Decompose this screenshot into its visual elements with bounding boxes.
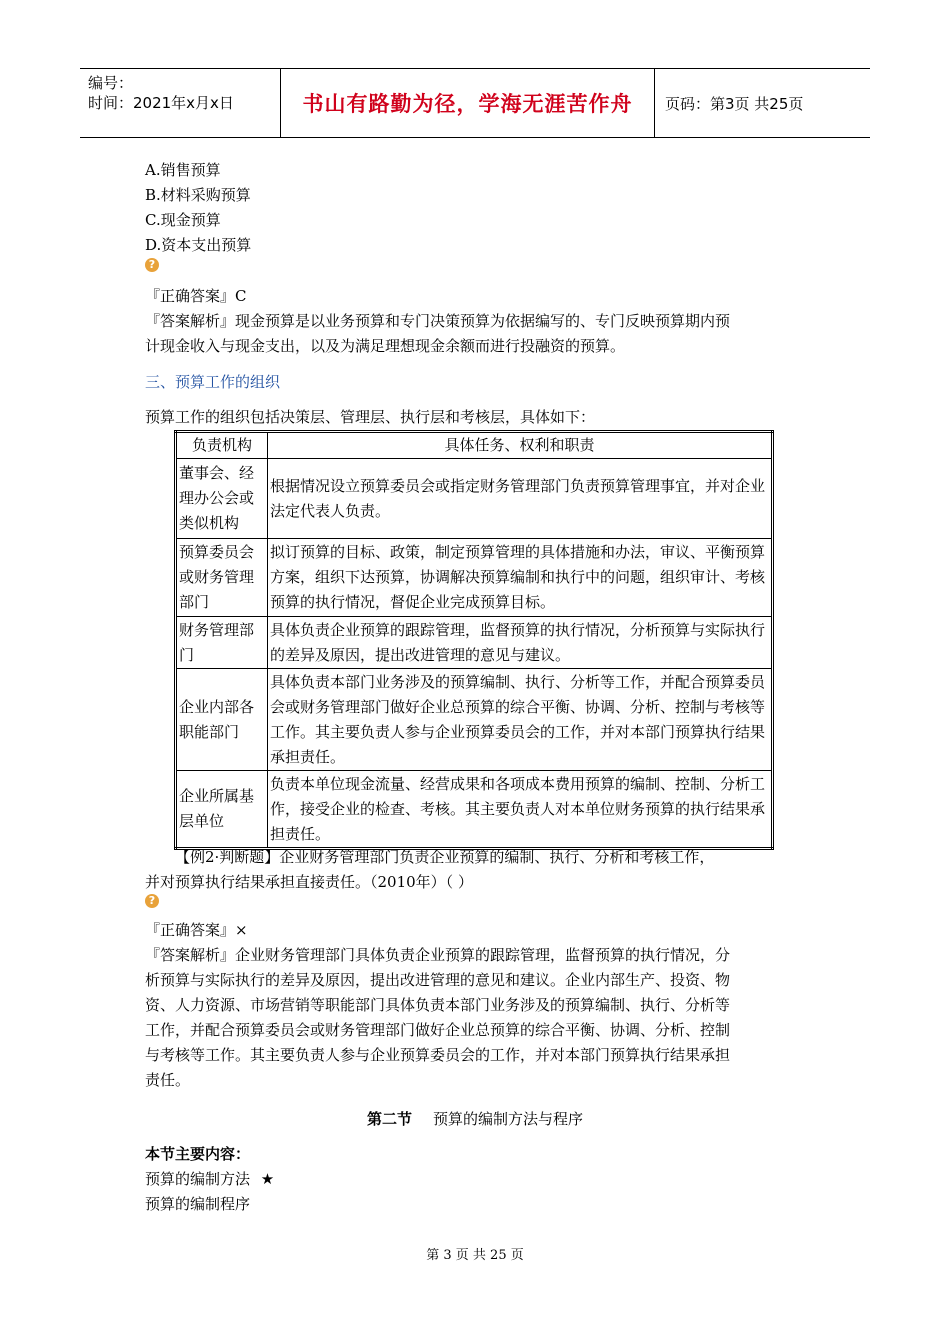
table-row bbox=[176, 539, 773, 617]
table-cell-org: 预算委员会或财务管理部门 bbox=[176, 539, 268, 617]
main-content-label: 本节主要内容： bbox=[145, 1145, 251, 1163]
table-cell-duty: 根据情况设立预算委员会或指定财务管理部门负责预算管理事宜，并对企业法定代表人负责。 bbox=[268, 459, 773, 539]
time-label: 时间：2021年x月x日 bbox=[88, 94, 234, 112]
number-label: 编号： bbox=[88, 74, 134, 92]
table-row bbox=[176, 771, 773, 849]
table-header-org: 负责机构 bbox=[176, 432, 268, 459]
table-cell-duty: 具体负责企业预算的跟踪管理，监督预算的执行情况，分析预算与实际执行的差异及原因，提出改进管理的意见与建议。 bbox=[268, 617, 773, 669]
table-cell-duty: 负责本单位现金流量、经营成果和各项成本费用预算的编制、控制、分析工作，接受企业的检查、考核。其主要负责人对本单位财务预算的执行结果承担责任。 bbox=[268, 771, 773, 849]
option-d: D.资本支出预算 bbox=[145, 236, 252, 254]
q2-analysis-line: 工作，并配合预算委员会或财务管理部门做好企业总预算的综合平衡、协调、分析、控制 bbox=[145, 1021, 731, 1039]
header-page-label: 页码：第3页 共25页 bbox=[665, 94, 804, 113]
option-c: C.现金预算 bbox=[145, 211, 221, 229]
star-icon: ★ bbox=[260, 1170, 275, 1188]
q2-analysis-line: 析预算与实际执行的差异及原因，提出改进管理的意见和建议。企业内部生产、投资、物 bbox=[145, 971, 731, 989]
header-meta bbox=[80, 69, 281, 137]
q2-analysis-line: 『答案解析』企业财务管理部门具体负责企业预算的跟踪管理，监督预算的执行情况，分 bbox=[145, 946, 731, 964]
page-footer: 第 3 页 共 25 页 bbox=[426, 1248, 524, 1263]
q2-analysis-line: 与考核等工作。其主要负责人参与企业预算委员会的工作，并对本部门预算执行结果承担 bbox=[145, 1046, 731, 1064]
q2-analysis-line: 责任。 bbox=[145, 1071, 191, 1089]
table-row bbox=[176, 459, 773, 539]
section-intro: 预算工作的组织包括决策层、管理层、执行层和考核层，具体如下： bbox=[145, 408, 596, 426]
section-title: 三、预算工作的组织 bbox=[145, 373, 281, 391]
section-heading-number: 第二节 bbox=[366, 1110, 412, 1128]
table-cell-org: 董事会、经理办公会或类似机构 bbox=[176, 459, 268, 539]
q2-analysis-line: 资、人力资源、市场营销等职能部门具体负责本部门业务涉及的预算编制、执行、分析等 bbox=[145, 996, 731, 1014]
table-header-row bbox=[176, 432, 773, 459]
table-cell-org: 财务管理部门 bbox=[176, 617, 268, 669]
page-header bbox=[80, 68, 870, 138]
q1-answer: 『正确答案』C bbox=[145, 287, 247, 305]
q2-question-line2: 并对预算执行结果承担直接责任。（2010年）（ ） bbox=[145, 873, 473, 891]
content-item bbox=[145, 1167, 274, 1192]
option-a: A.销售预算 bbox=[145, 161, 221, 179]
content-item: 预算的编制程序 bbox=[145, 1195, 251, 1213]
table-cell-org: 企业所属基层单位 bbox=[176, 771, 268, 849]
section-heading bbox=[0, 1107, 950, 1132]
option-b: B.材料采购预算 bbox=[145, 186, 251, 204]
table-cell-org: 企业内部各职能部门 bbox=[176, 669, 268, 771]
table-row bbox=[176, 669, 773, 771]
q2-question-line1: 【例2·判断题】企业财务管理部门负责企业预算的编制、执行、分析和考核工作， bbox=[175, 848, 715, 866]
header-motto: 书山有路勤为径，学海无涯苦作舟 bbox=[281, 69, 655, 137]
content-item-label: 预算的编制方法 bbox=[145, 1170, 251, 1188]
responsibility-table bbox=[174, 430, 774, 850]
table-cell-duty: 具体负责本部门业务涉及的预算编制、执行、分析等工作，并配合预算委员会或财务管理部门做好企业总预算的综合平衡、协调、分析、控制与考核等工作。其主要负责人参与企业预算委员会的工作，并对本部门预算执行结果承担责任。 bbox=[268, 669, 773, 771]
table-row bbox=[176, 617, 773, 669]
question-hint-icon[interactable]: ? bbox=[145, 258, 159, 272]
table-header-duty: 具体任务、权利和职责 bbox=[268, 432, 773, 459]
question-hint-icon[interactable]: ? bbox=[145, 894, 159, 908]
q1-analysis-line1: 『答案解析』现金预算是以业务预算和专门决策预算为依据编写的、专门反映预算期内预 bbox=[145, 312, 731, 330]
section-heading-title: 预算的编制方法与程序 bbox=[433, 1110, 584, 1128]
q2-answer: 『正确答案』× bbox=[145, 921, 248, 939]
q1-analysis-line2: 计现金收入与现金支出，以及为满足理想现金余额而进行投融资的预算。 bbox=[145, 337, 626, 355]
table-cell-duty: 拟订预算的目标、政策，制定预算管理的具体措施和办法，审议、平衡预算方案，组织下达预算，协调解决预算编制和执行中的问题，组织审计、考核预算的执行情况，督促企业完成预算目标。 bbox=[268, 539, 773, 617]
